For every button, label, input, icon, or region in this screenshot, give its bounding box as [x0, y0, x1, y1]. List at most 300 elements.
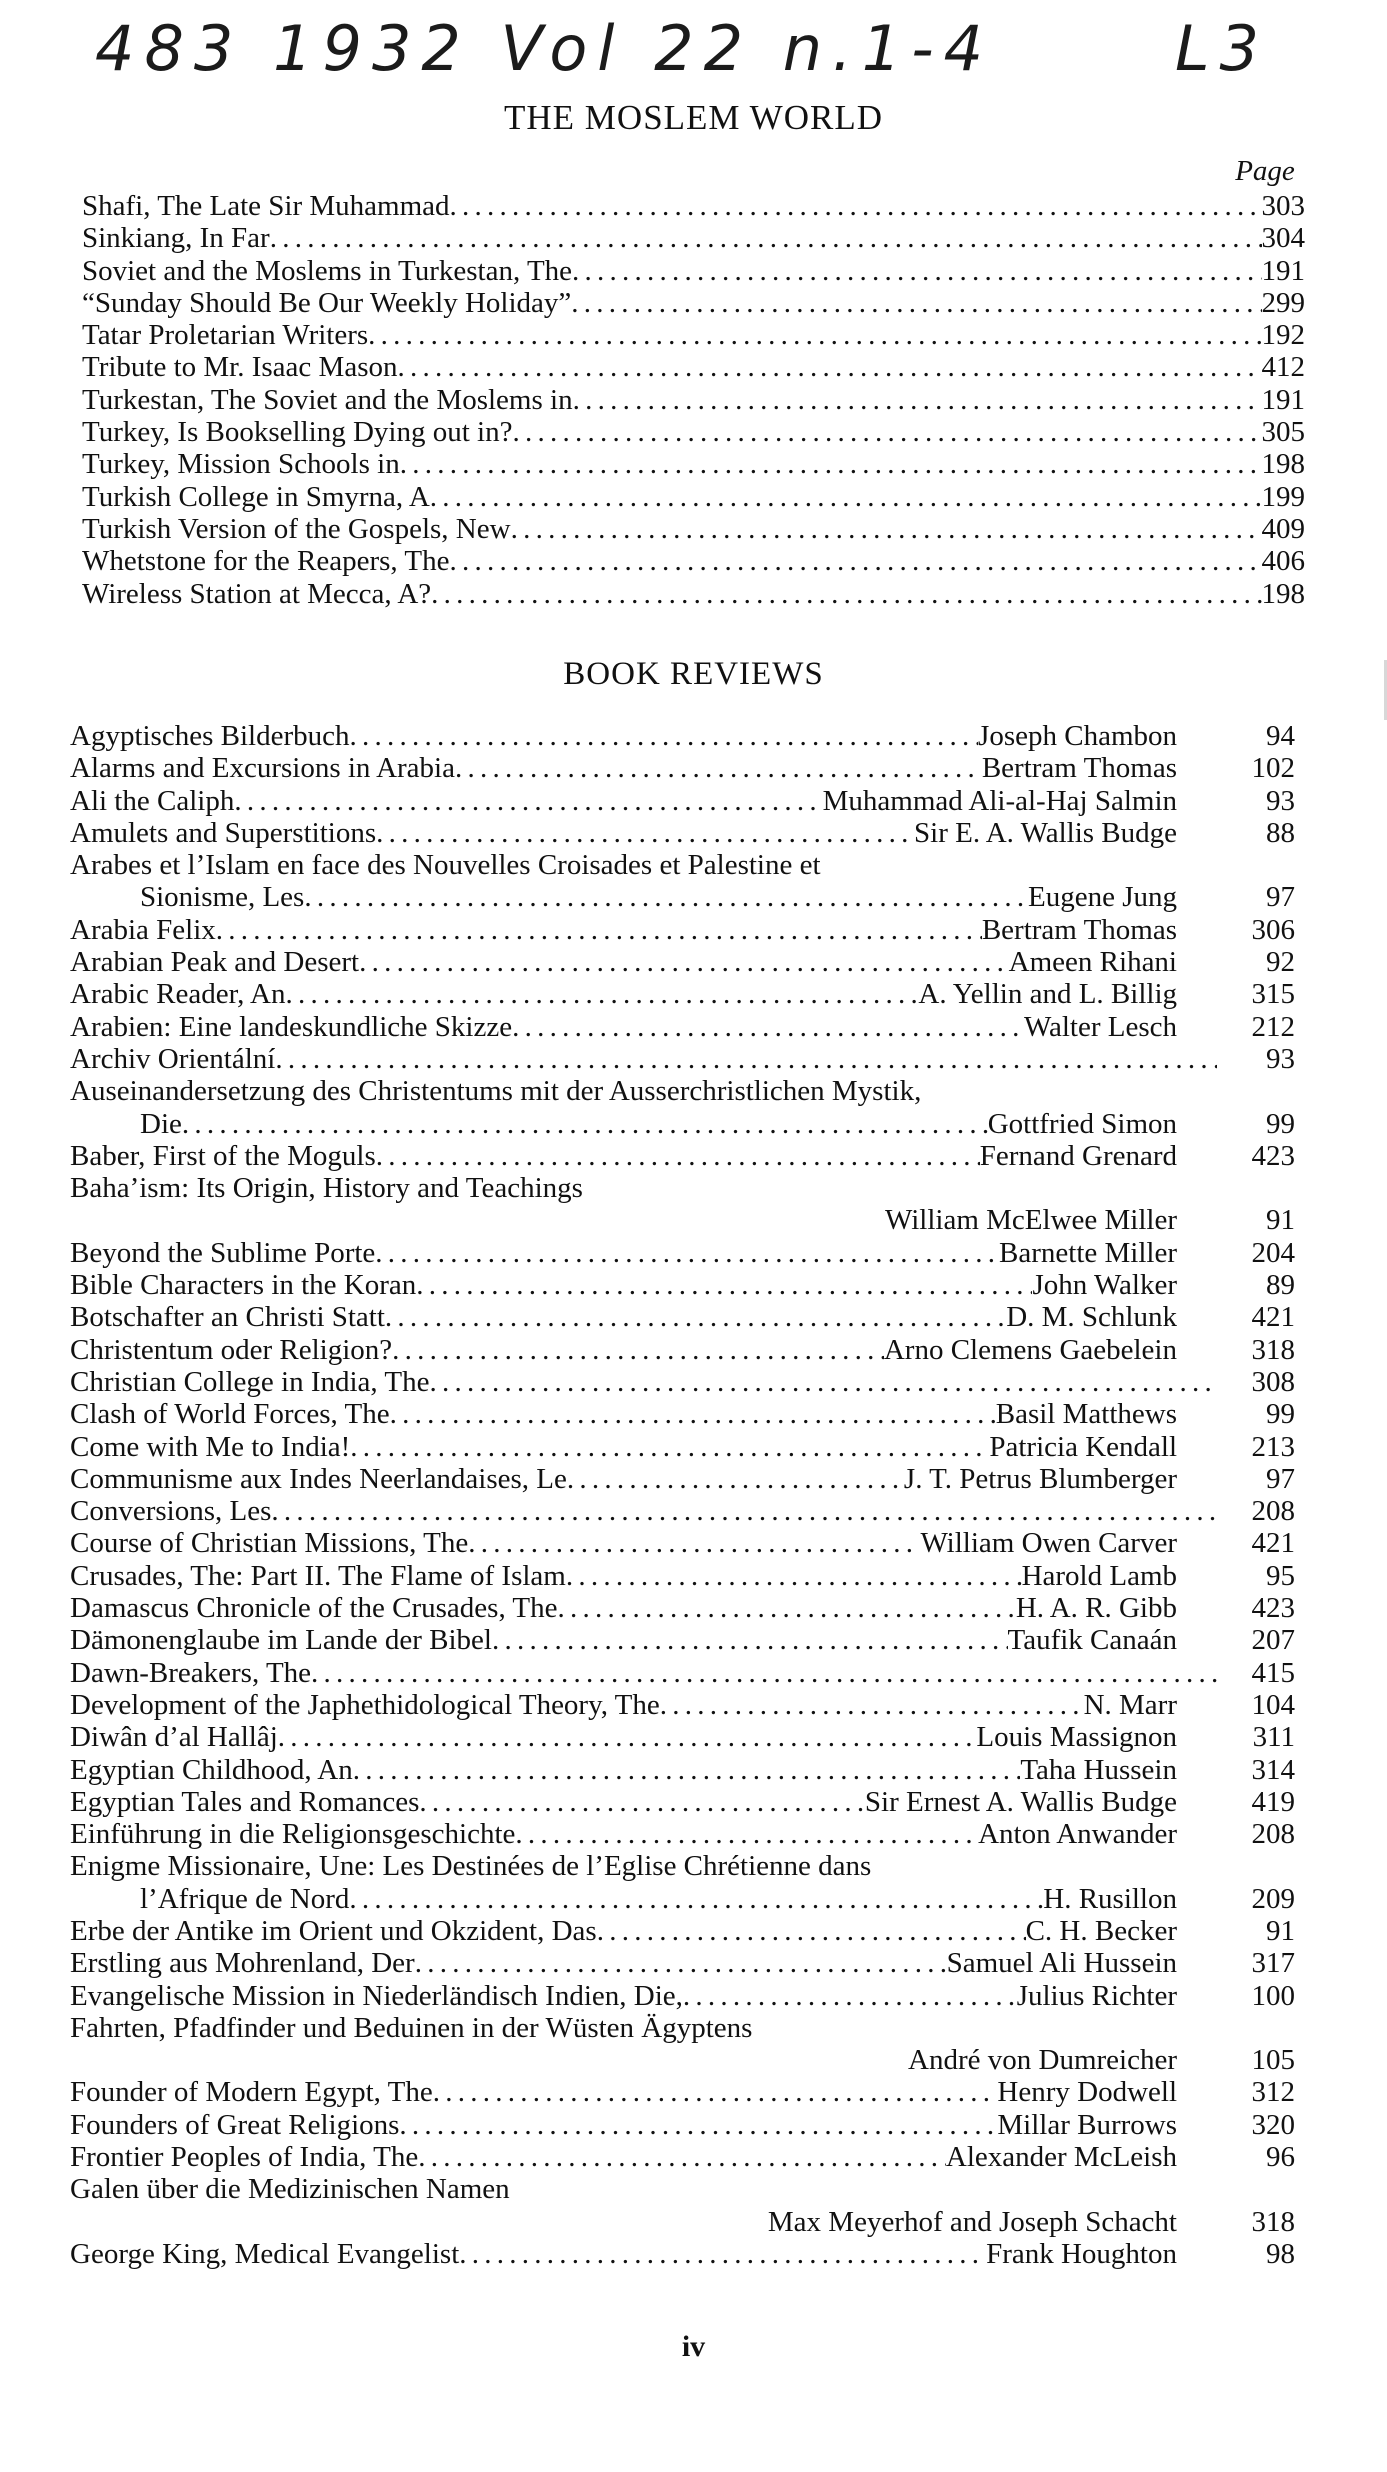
review-page: 311 — [1252, 1721, 1295, 1754]
article-leader — [82, 448, 1262, 480]
review-row — [0, 1140, 1387, 1172]
article-title: “Sunday Should Be Our Weekly Holiday” — [82, 286, 572, 319]
review-page: 421 — [1251, 1527, 1295, 1560]
review-row — [0, 1915, 1387, 1947]
review-row — [0, 2173, 1387, 2205]
review-title: Erbe der Antike im Orient und Okzident, Das — [70, 1914, 597, 1947]
review-page: 209 — [1251, 1882, 1295, 1915]
review-leader — [70, 1301, 1177, 1333]
handwritten-note-right: L3 — [1175, 12, 1269, 85]
review-leader — [70, 1043, 1217, 1075]
article-row — [0, 255, 1387, 287]
leader-dots — [353, 1754, 1021, 1786]
review-title: Christian College in India, The — [70, 1365, 430, 1398]
review-page: 93 — [1266, 784, 1295, 817]
article-title: Wireless Station at Mecca, A? — [82, 577, 432, 610]
article-page: 192 — [1261, 319, 1305, 352]
leader-dots — [431, 578, 1262, 610]
review-author: Joseph Chambon — [978, 720, 1177, 752]
leader-dots — [270, 222, 1262, 254]
review-row — [0, 785, 1387, 817]
article-leader — [82, 481, 1262, 513]
article-page: 304 — [1261, 222, 1305, 255]
review-page: 100 — [1251, 1979, 1295, 2012]
leader-dots — [311, 1657, 1217, 1689]
leader-dots — [385, 1301, 1006, 1333]
review-row — [0, 720, 1387, 752]
review-author: Basil Matthews — [995, 1398, 1177, 1431]
review-author: Alexander McLeish — [945, 2141, 1177, 2174]
article-title: Tatar Proletarian Writers — [82, 319, 369, 352]
review-title: Diwân d’al Hallâj — [70, 1721, 278, 1754]
leader-dots — [349, 1883, 1043, 1915]
review-leader — [70, 1431, 1177, 1463]
review-title: Communisme aux Indes Neerlandaises, Le — [70, 1462, 567, 1495]
review-leader — [70, 1818, 1177, 1850]
review-author: H. Rusillon — [1043, 1882, 1177, 1915]
review-row — [0, 1947, 1387, 1979]
review-leader — [140, 881, 1177, 913]
review-row — [0, 1624, 1387, 1656]
review-leader — [70, 1334, 1177, 1366]
review-page: 423 — [1251, 1139, 1295, 1172]
article-page: 406 — [1261, 545, 1305, 578]
review-leader — [70, 785, 1177, 817]
review-title: Development of the Japhethidological Theory, The — [70, 1688, 660, 1721]
review-leader — [70, 2238, 1177, 2270]
review-page: 213 — [1251, 1430, 1295, 1463]
handwritten-note-main: 483 1932 Vol 22 n.1-4 — [95, 12, 994, 85]
review-page: 95 — [1266, 1559, 1295, 1592]
review-author: Harold Lamb — [1021, 1559, 1177, 1592]
review-author: H. A. R. Gibb — [1015, 1592, 1177, 1625]
review-author: Millar Burrows — [997, 2108, 1177, 2141]
review-title: Arabic Reader, An — [70, 978, 286, 1011]
review-page: 207 — [1251, 1624, 1295, 1657]
review-author: William McElwee Miller — [885, 1204, 1177, 1237]
review-title: Founder of Modern Egypt, The — [70, 2076, 433, 2109]
article-leader — [82, 416, 1262, 448]
review-page: 204 — [1251, 1236, 1295, 1269]
review-leader — [70, 1463, 1177, 1495]
leader-dots — [398, 351, 1263, 383]
review-row — [0, 849, 1387, 881]
review-page: 89 — [1266, 1269, 1295, 1302]
review-leader — [70, 1915, 1177, 1947]
page-title: THE MOSLEM WORLD — [504, 98, 883, 137]
review-row — [0, 914, 1387, 946]
leader-dots — [455, 752, 982, 784]
article-row — [0, 190, 1387, 222]
review-leader — [140, 1883, 1177, 1915]
review-title: Arabien: Eine landeskundliche Skizze — [70, 1010, 513, 1043]
review-leader — [70, 1754, 1177, 1786]
review-author: Louis Massignon — [976, 1721, 1177, 1754]
review-title-continued: Sionisme, Les — [140, 881, 305, 914]
review-row — [0, 2141, 1387, 2173]
article-page: 412 — [1261, 351, 1305, 384]
review-row — [0, 1754, 1387, 1786]
leader-dots — [216, 914, 982, 946]
leader-dots — [433, 2076, 998, 2108]
review-author: J. T. Petrus Blumberger — [903, 1462, 1177, 1495]
leader-dots — [571, 287, 1262, 319]
article-page: 198 — [1261, 448, 1305, 481]
review-leader — [70, 752, 1177, 784]
review-page: 315 — [1251, 978, 1295, 1011]
review-leader — [70, 1269, 1177, 1301]
review-page: 99 — [1266, 1398, 1295, 1431]
review-title: Come with Me to India! — [70, 1430, 351, 1463]
leader-dots — [512, 416, 1262, 448]
review-leader — [70, 978, 1177, 1010]
article-page: 191 — [1261, 254, 1305, 287]
review-row — [0, 752, 1387, 784]
article-row — [0, 287, 1387, 319]
review-title: Damascus Chronicle of the Crusades, The — [70, 1592, 558, 1625]
review-page: 102 — [1251, 752, 1295, 785]
article-leader — [82, 222, 1262, 254]
article-leader — [82, 287, 1262, 319]
leader-dots — [597, 1915, 1026, 1947]
review-title: Amulets and Superstitions — [70, 816, 377, 849]
leader-dots — [572, 255, 1262, 287]
leader-dots — [271, 1495, 1217, 1527]
article-leader — [82, 578, 1262, 610]
review-author: Taha Hussein — [1020, 1753, 1177, 1786]
review-page: 93 — [1266, 1042, 1295, 1075]
review-page: 419 — [1251, 1785, 1295, 1818]
article-title: Soviet and the Moslems in Turkestan, The — [82, 254, 573, 287]
review-title-continued: l’Afrique de Nord — [140, 1882, 350, 1915]
review-title: Beyond the Sublime Porte — [70, 1236, 376, 1269]
article-page: 303 — [1261, 190, 1305, 222]
review-row — [0, 1560, 1387, 1592]
article-row — [0, 319, 1387, 351]
review-page: 318 — [1251, 2205, 1295, 2238]
review-row — [0, 1237, 1387, 1269]
leader-dots — [359, 946, 1009, 978]
review-title: Christentum oder Religion? — [70, 1333, 393, 1366]
review-row — [0, 1269, 1387, 1301]
leader-dots — [375, 1237, 999, 1269]
review-page: 208 — [1251, 1495, 1295, 1528]
review-row — [0, 1850, 1387, 1882]
article-row — [0, 222, 1387, 254]
review-title: Galen über die Medizinischen Namen — [70, 2173, 510, 2206]
review-row — [0, 2238, 1387, 2270]
review-title: Dämonenglaube im Lande der Bibel — [70, 1624, 492, 1657]
handwritten-note — [95, 12, 1345, 85]
review-title: Founders of Great Religions — [70, 2108, 400, 2141]
review-row-continued — [0, 1108, 1387, 1140]
review-row — [0, 1043, 1387, 1075]
review-author: D. M. Schlunk — [1006, 1301, 1177, 1334]
review-author-row — [0, 2044, 1387, 2076]
review-page: 88 — [1266, 816, 1295, 849]
review-leader — [70, 817, 1177, 849]
review-author: A. Yellin and L. Billig — [918, 978, 1177, 1011]
review-page: 317 — [1251, 1947, 1295, 1980]
review-leader — [70, 1657, 1217, 1689]
article-leader — [82, 190, 1262, 222]
leader-dots — [566, 1560, 1022, 1592]
article-row — [0, 351, 1387, 383]
review-author: C. H. Becker — [1025, 1914, 1177, 1947]
leader-dots — [567, 1463, 904, 1495]
review-leader — [70, 1366, 1217, 1398]
review-author: Taufik Canaán — [1007, 1624, 1177, 1657]
article-leader — [82, 319, 1262, 351]
review-title: Arabia Felix — [70, 913, 216, 946]
review-title: Archiv Orientální — [70, 1042, 276, 1075]
review-title: Conversions, Les — [70, 1495, 272, 1528]
review-author: Sir E. A. Wallis Budge — [914, 816, 1177, 849]
review-author: Gottfried Simon — [987, 1107, 1177, 1140]
review-page: 98 — [1266, 2237, 1295, 2270]
leader-dots — [683, 1980, 1017, 2012]
review-page: 91 — [1266, 1204, 1295, 1237]
review-title: Egyptian Tales and Romances — [70, 1785, 420, 1818]
review-author: Arno Clemens Gaebelein — [883, 1333, 1177, 1366]
articles-list — [0, 190, 1387, 610]
review-row — [0, 1075, 1387, 1107]
leader-dots — [512, 1011, 1024, 1043]
review-page: 423 — [1251, 1592, 1295, 1625]
review-leader — [70, 2076, 1177, 2108]
review-page: 97 — [1266, 881, 1295, 914]
review-author: Fernand Grenard — [979, 1139, 1177, 1172]
review-title: Baha’ism: Its Origin, History and Teachings — [70, 1172, 583, 1205]
review-author: Bertram Thomas — [981, 752, 1177, 785]
review-leader — [70, 1947, 1177, 1979]
article-title: Whetstone for the Reapers, The — [82, 545, 450, 578]
review-leader — [70, 914, 1177, 946]
review-leader — [70, 1560, 1177, 1592]
review-row — [0, 1334, 1387, 1366]
article-title: Tribute to Mr. Isaac Mason — [82, 351, 398, 384]
article-row — [0, 578, 1387, 610]
review-row — [0, 2076, 1387, 2108]
review-row — [0, 1463, 1387, 1495]
review-leader — [70, 1011, 1177, 1043]
review-row — [0, 1431, 1387, 1463]
review-row — [0, 1818, 1387, 1850]
leader-dots — [304, 881, 1028, 913]
review-row — [0, 1592, 1387, 1624]
review-page: 94 — [1266, 720, 1295, 752]
review-page: 308 — [1251, 1365, 1295, 1398]
article-leader — [82, 255, 1262, 287]
review-title: Clash of World Forces, The — [70, 1398, 390, 1431]
leader-dots — [399, 2109, 997, 2141]
review-title: Fahrten, Pfadfinder und Beduinen in der Wüsten Ägyptens — [70, 2011, 753, 2044]
review-page: 314 — [1251, 1753, 1295, 1786]
review-row — [0, 1689, 1387, 1721]
article-title: Turkestan, The Soviet and the Moslems in — [82, 383, 573, 416]
review-page: 212 — [1251, 1010, 1295, 1043]
leader-dots — [392, 1334, 884, 1366]
review-author: Patricia Kendall — [989, 1430, 1177, 1463]
article-title: Turkish Version of the Gospels, New — [82, 512, 511, 545]
review-page: 105 — [1251, 2044, 1295, 2077]
review-author: Walter Lesch — [1023, 1010, 1177, 1043]
article-title: Turkey, Is Bookselling Dying out in? — [82, 416, 513, 449]
review-author: Frank Houghton — [986, 2237, 1177, 2270]
article-row — [0, 448, 1387, 480]
leader-dots — [573, 384, 1262, 416]
article-row — [0, 513, 1387, 545]
review-row — [0, 946, 1387, 978]
review-author: Eugene Jung — [1028, 881, 1177, 914]
article-title: Turkey, Mission Schools in — [82, 448, 400, 481]
review-title: Arabian Peak and Desert — [70, 946, 360, 979]
review-title: Einführung in die Religionsgeschichte — [70, 1818, 516, 1851]
review-title: Bible Characters in the Koran — [70, 1269, 417, 1302]
review-leader — [70, 2109, 1177, 2141]
article-title: Turkish College in Smyrna, A — [82, 480, 430, 513]
review-row-continued — [0, 881, 1387, 913]
leader-dots — [234, 785, 822, 817]
review-leader — [70, 1624, 1177, 1656]
review-row — [0, 1980, 1387, 2012]
review-leader — [70, 720, 1177, 752]
review-page: 208 — [1251, 1818, 1295, 1851]
review-leader — [70, 1140, 1177, 1172]
footer-page-number: iv — [681, 2330, 706, 2363]
review-leader — [70, 2141, 1177, 2173]
review-page: 96 — [1266, 2141, 1295, 2174]
review-leader — [70, 946, 1177, 978]
review-page: 421 — [1251, 1301, 1295, 1334]
leader-dots — [511, 513, 1262, 545]
article-row — [0, 545, 1387, 577]
review-author: Barnette Miller — [999, 1236, 1177, 1269]
review-title: Ali the Caliph — [70, 784, 235, 817]
review-row — [0, 1657, 1387, 1689]
review-row — [0, 1301, 1387, 1333]
review-row — [0, 1398, 1387, 1430]
leader-dots — [415, 1947, 947, 1979]
review-author: André von Dumreicher — [908, 2044, 1177, 2077]
review-row — [0, 2109, 1387, 2141]
article-title: Sinkiang, In Far — [82, 222, 270, 255]
article-page: 191 — [1261, 383, 1305, 416]
leader-dots — [416, 1269, 1032, 1301]
review-row — [0, 1011, 1387, 1043]
review-author: Muhammad Ali-al-Haj Salmin — [822, 784, 1177, 817]
article-page: 409 — [1261, 512, 1305, 545]
review-page: 415 — [1251, 1656, 1295, 1689]
leader-dots — [376, 817, 914, 849]
leader-dots — [459, 2238, 986, 2270]
review-author: Henry Dodwell — [997, 2076, 1177, 2109]
review-title: Enigme Missionaire, Une: Les Destinées de l’Eglise Chrétienne dans — [70, 1850, 872, 1883]
review-author-row — [0, 1204, 1387, 1236]
leader-dots — [450, 190, 1262, 222]
review-title: Botschafter an Christi Statt — [70, 1301, 385, 1334]
review-row — [0, 1495, 1387, 1527]
leader-dots — [418, 2141, 946, 2173]
review-page: 318 — [1251, 1333, 1295, 1366]
review-row — [0, 1366, 1387, 1398]
review-page: 306 — [1251, 913, 1295, 946]
review-author: Ameen Rihani — [1008, 946, 1177, 979]
article-leader — [82, 513, 1262, 545]
leader-dots — [492, 1624, 1008, 1656]
page-column-label: Page — [1235, 155, 1295, 187]
review-title: Alarms and Excursions in Arabia — [70, 752, 455, 785]
review-leader — [70, 1527, 1177, 1559]
leader-dots — [275, 1043, 1217, 1075]
review-author: Anton Anwander — [978, 1818, 1177, 1851]
review-leader — [70, 1592, 1177, 1624]
review-row — [0, 978, 1387, 1010]
leader-dots — [558, 1592, 1016, 1624]
article-page: 199 — [1261, 480, 1305, 513]
leader-dots — [400, 448, 1262, 480]
article-title: Shafi, The Late Sir Muhammad — [82, 190, 450, 222]
leader-dots — [376, 1140, 980, 1172]
review-author: Sir Ernest A. Wallis Budge — [864, 1785, 1177, 1818]
review-row — [0, 1172, 1387, 1204]
review-page: 91 — [1266, 1914, 1295, 1947]
review-title: Egyptian Childhood, An — [70, 1753, 353, 1786]
article-row — [0, 481, 1387, 513]
review-author: John Walker — [1032, 1269, 1177, 1302]
review-row — [0, 1527, 1387, 1559]
review-title: Arabes et l’Islam en face des Nouvelles Croisades et Palestine et — [70, 849, 821, 882]
leader-dots — [660, 1689, 1084, 1721]
review-leader — [70, 1689, 1177, 1721]
review-author-row — [0, 2206, 1387, 2238]
review-title: George King, Medical Evangelist — [70, 2237, 460, 2270]
leader-dots — [350, 1431, 989, 1463]
review-title: Frontier Peoples of India, The — [70, 2141, 419, 2174]
review-author: Bertram Thomas — [981, 913, 1177, 946]
leader-dots — [278, 1721, 977, 1753]
review-title-continued: Die — [140, 1107, 182, 1140]
review-title: Dawn-Breakers, The — [70, 1656, 312, 1689]
review-leader — [140, 1108, 1177, 1140]
review-page: 312 — [1251, 2076, 1295, 2109]
article-row — [0, 416, 1387, 448]
article-page: 198 — [1261, 577, 1305, 610]
review-author: Max Meyerhof and Joseph Schacht — [767, 2205, 1177, 2238]
review-leader — [70, 1786, 1177, 1818]
leader-dots — [368, 319, 1262, 351]
review-page: 92 — [1266, 946, 1295, 979]
review-page: 104 — [1251, 1688, 1295, 1721]
leader-dots — [349, 720, 978, 752]
review-row — [0, 817, 1387, 849]
leader-dots — [515, 1818, 978, 1850]
leader-dots — [419, 1786, 865, 1818]
leader-dots — [430, 481, 1262, 513]
review-title: Course of Christian Missions, The — [70, 1527, 469, 1560]
article-page: 305 — [1261, 416, 1305, 449]
review-leader — [70, 1398, 1177, 1430]
article-leader — [82, 351, 1262, 383]
leader-dots — [429, 1366, 1217, 1398]
review-leader — [70, 1721, 1177, 1753]
review-title: Auseinandersetzung des Christentums mit der Ausserchristlichen Mystik, — [70, 1075, 922, 1108]
leader-dots — [449, 545, 1262, 577]
review-page: 99 — [1266, 1107, 1295, 1140]
review-title: Agyptisches Bilderbuch — [70, 720, 350, 752]
review-author: William Owen Carver — [920, 1527, 1177, 1560]
leader-dots — [468, 1527, 920, 1559]
